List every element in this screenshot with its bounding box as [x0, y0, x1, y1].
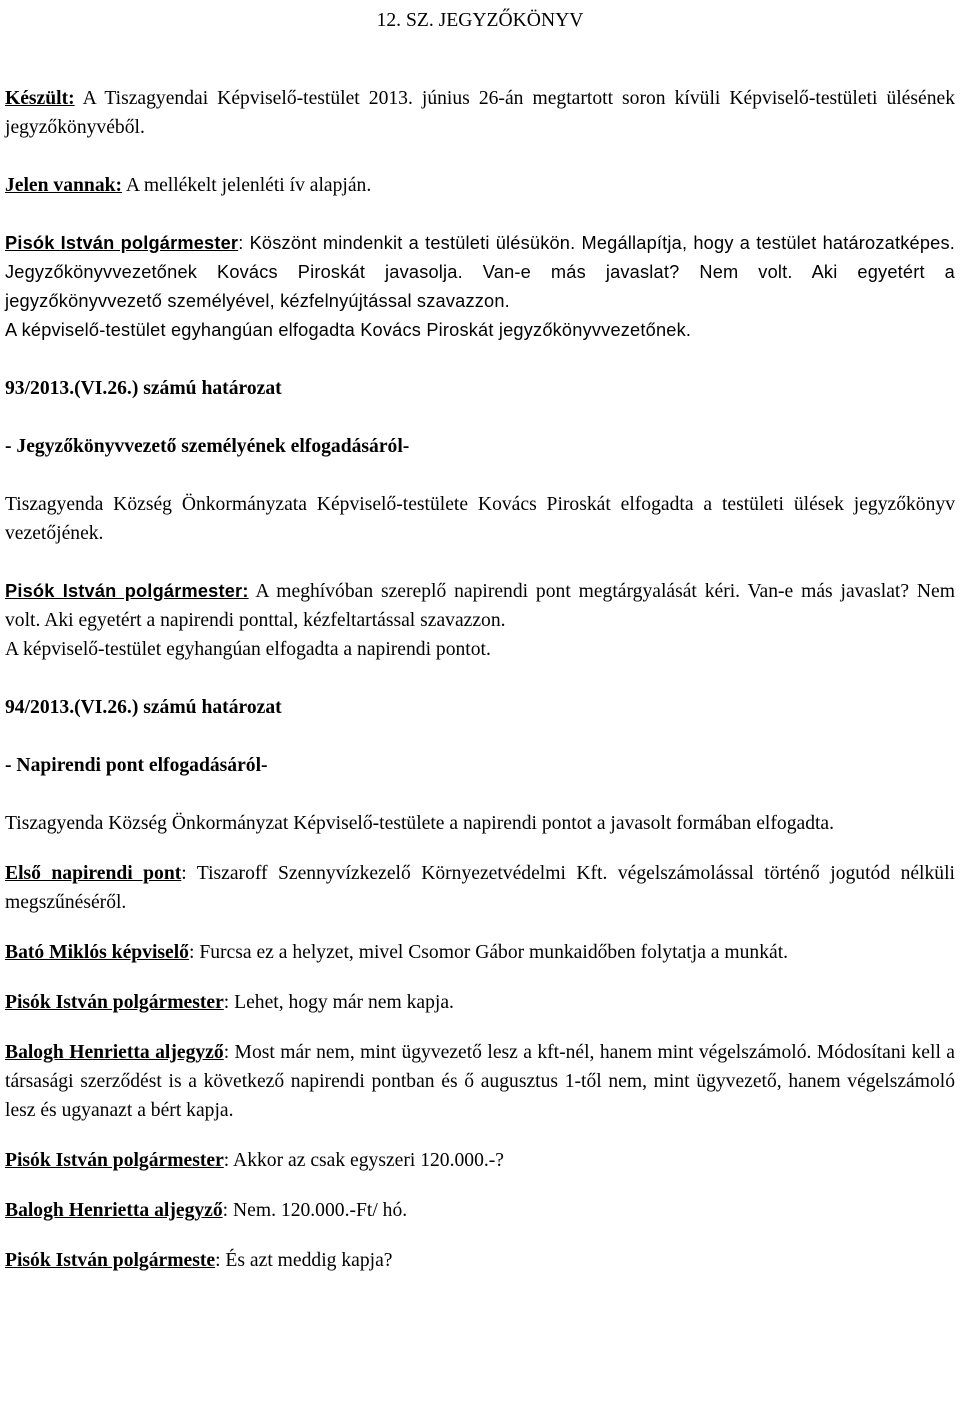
- prepared-label: Készült:: [5, 88, 75, 109]
- first-agenda-label: Első napirendi pont: [5, 863, 182, 884]
- agenda-paragraph: [5, 577, 955, 635]
- resolution-93-subject: - Jegyzőkönyvvezető személyének elfogadásáról-: [5, 436, 410, 457]
- discussion-text: : Akkor az csak egyszeri 120.000.-?: [223, 1150, 505, 1171]
- discussion-paragraph: [5, 988, 955, 1017]
- speaker-label: Bató Miklós képviselő: [5, 942, 189, 963]
- prepared-text: A Tiszagyendai Képviselő-testület 2013. június 26-án megtartott soron kívüli Képviselő-testületi ülésének jegyzőkönyvéből.: [5, 88, 955, 138]
- resolution-94-number: 94/2013.(VI.26.) számú határozat: [5, 697, 282, 718]
- present-label: Jelen vannak:: [5, 175, 123, 196]
- speaker-label: Pisók István polgármester: [5, 233, 239, 253]
- present-text: A mellékelt jelenléti ív alapján.: [122, 175, 372, 196]
- opening-text: : Köszönt mindenkit a testületi ülésükön. Megállapítja, hogy a testület határozatképes. Jegyzőkönyvvezetőnek Kovács Piroskát javasolja. Van-e más javaslat? Nem volt. Aki egyetért a jegyzőkönyvvezető személyével, kézfelnyújtással szavazzon.: [5, 233, 956, 311]
- speaker-label: Pisók István polgármester:: [5, 581, 249, 601]
- agenda-text: A meghívóban szereplő napirendi pont megtárgyalását kéri. Van-e más javaslat? Nem volt. Aki egyetért a napirendi ponttal, kézfeltartással szavazzon.: [5, 581, 955, 631]
- discussion-paragraph: [5, 938, 955, 967]
- discussion-text: : Nem. 120.000.-Ft/ hó.: [222, 1200, 408, 1221]
- discussion-paragraph: [5, 1038, 955, 1125]
- discussion-text: : És azt meddig kapja?: [215, 1250, 393, 1271]
- first-agenda-text: : Tiszaroff Szennyvízkezelő Környezetvédelmi Kft. végelszámolással történő jogutód nélküli megszűnéséről.: [5, 863, 955, 913]
- resolution-94-body: Tiszagyenda Község Önkormányzat Képviselő-testülete a napirendi pontot a javasolt formában elfogadta.: [5, 813, 835, 834]
- discussion-text: : Lehet, hogy már nem kapja.: [223, 992, 454, 1013]
- discussion-text: : Furcsa ez a helyzet, mivel Csomor Gábor munkaidőben folytatja a munkát.: [188, 942, 789, 963]
- opening-result: A képviselő-testület egyhangúan elfogadta Kovács Piroskát jegyzőkönyvvezetőnek.: [5, 320, 692, 340]
- speaker-label: Pisók István polgármester: [5, 1150, 224, 1171]
- prepared-paragraph: [5, 84, 955, 142]
- present-paragraph: [5, 171, 955, 200]
- discussion-paragraph: [5, 1246, 955, 1275]
- first-agenda-item: [5, 859, 955, 917]
- speaker-label: Balogh Henrietta aljegyző: [5, 1200, 223, 1221]
- resolution-93-body: Tiszagyenda Község Önkormányzata Képviselő-testülete Kovács Piroskát elfogadta a testületi ülések jegyzőkönyv vezetőjének.: [5, 494, 955, 544]
- speaker-label: Balogh Henrietta aljegyző: [5, 1042, 224, 1063]
- discussion-text: : Most már nem, mint ügyvezető lesz a kft-nél, hanem mint végelszámoló. Módosítani kell a társasági szerződést is a következő napirendi pontban és ő augusztus 1-től nem, mint ügyvezető, hanem végelszámoló lesz és ugyanazt a bért kapja.: [5, 1042, 955, 1121]
- agenda-result: A képviselő-testület egyhangúan elfogadta a napirendi pontot.: [5, 639, 491, 660]
- resolution-94-subject: - Napirendi pont elfogadásáról-: [5, 755, 268, 776]
- opening-paragraph: [5, 229, 955, 316]
- discussion-paragraph: [5, 1146, 955, 1175]
- resolution-93-number: 93/2013.(VI.26.) számú határozat: [5, 378, 282, 399]
- discussion-paragraph: [5, 1196, 955, 1225]
- document-title: 12. SZ. JEGYZŐKÖNYV: [376, 10, 584, 31]
- speaker-label: Pisók István polgármeste: [5, 1250, 216, 1271]
- speaker-label: Pisók István polgármester: [5, 992, 224, 1013]
